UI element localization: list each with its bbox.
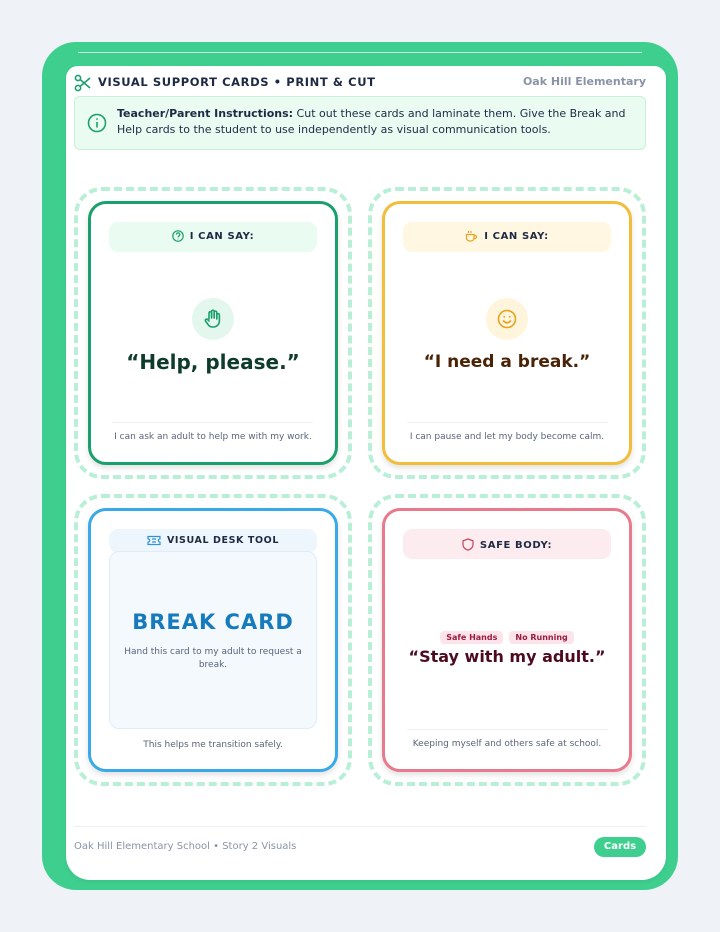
- instructions-text: [117, 106, 637, 138]
- ticket-icon: [147, 535, 161, 546]
- desk-tool-card: [88, 508, 338, 772]
- help-card-badge: [109, 222, 317, 252]
- safe-body-badge-label: SAFE BODY:: [479, 540, 553, 551]
- safe-hands-tag: Safe Hands: [440, 631, 503, 644]
- footer-text: Oak Hill Elementary School • Story 2 Visuals: [74, 841, 297, 852]
- page-title: VISUAL SUPPORT CARDS • PRINT & CUT: [98, 75, 376, 89]
- break-card: [382, 201, 632, 465]
- safe-body-card: [382, 508, 632, 772]
- help-card-footer: I can ask an adult to help me with my work.: [114, 432, 312, 442]
- desk-tool-badge-label: VISUAL DESK TOOL: [166, 535, 280, 546]
- break-card-title: BREAK CARD: [132, 610, 294, 634]
- instructions-body: Cut out these cards and laminate them. Give the Break and Help cards to the student to use independently as visual communication tools.: [117, 107, 626, 136]
- safe-body-badge: [403, 529, 611, 559]
- help-card-badge-label: I CAN SAY:: [189, 231, 255, 242]
- break-card-panel: [109, 551, 317, 729]
- smile-icon: [496, 308, 518, 330]
- safe-body-divider: [407, 729, 607, 730]
- break-icon-circle: [486, 298, 528, 340]
- coffee-cup-icon: [465, 230, 478, 242]
- break-card-footer: I can pause and let my body become calm.: [409, 432, 605, 442]
- footer-divider: [74, 826, 646, 827]
- break-card-divider: [407, 422, 607, 423]
- help-card-divider: [113, 422, 313, 423]
- safe-body-quote: “Stay with my adult.”: [408, 647, 606, 666]
- safe-body-footer: Keeping myself and others safe at school.: [412, 739, 602, 749]
- no-running-tag: No Running: [509, 631, 573, 644]
- help-card-quote: “Help, please.”: [126, 350, 300, 374]
- scissors-icon: [74, 74, 92, 92]
- page-header: [74, 74, 646, 92]
- break-card-subtitle: Hand this card to my adult to request a break.: [124, 647, 302, 670]
- shield-icon: [462, 538, 474, 551]
- top-divider: [78, 52, 642, 53]
- break-card-badge: [403, 222, 611, 252]
- safe-body-tags: [385, 625, 629, 644]
- question-icon: [172, 230, 184, 242]
- info-icon: [87, 113, 107, 133]
- footer-badge: Cards: [594, 837, 646, 857]
- hand-icon: [202, 308, 224, 330]
- help-card: [88, 201, 338, 465]
- instructions-label: Teacher/Parent Instructions:: [117, 107, 294, 120]
- instructions-box: [74, 96, 646, 150]
- desk-tool-footer: This helps me transition safely.: [143, 740, 283, 750]
- break-card-quote: “I need a break.”: [423, 352, 591, 372]
- help-icon-circle: [192, 298, 234, 340]
- break-card-badge-label: I CAN SAY:: [484, 231, 549, 242]
- school-name: Oak Hill Elementary: [522, 75, 646, 88]
- desk-tool-badge: [109, 529, 317, 553]
